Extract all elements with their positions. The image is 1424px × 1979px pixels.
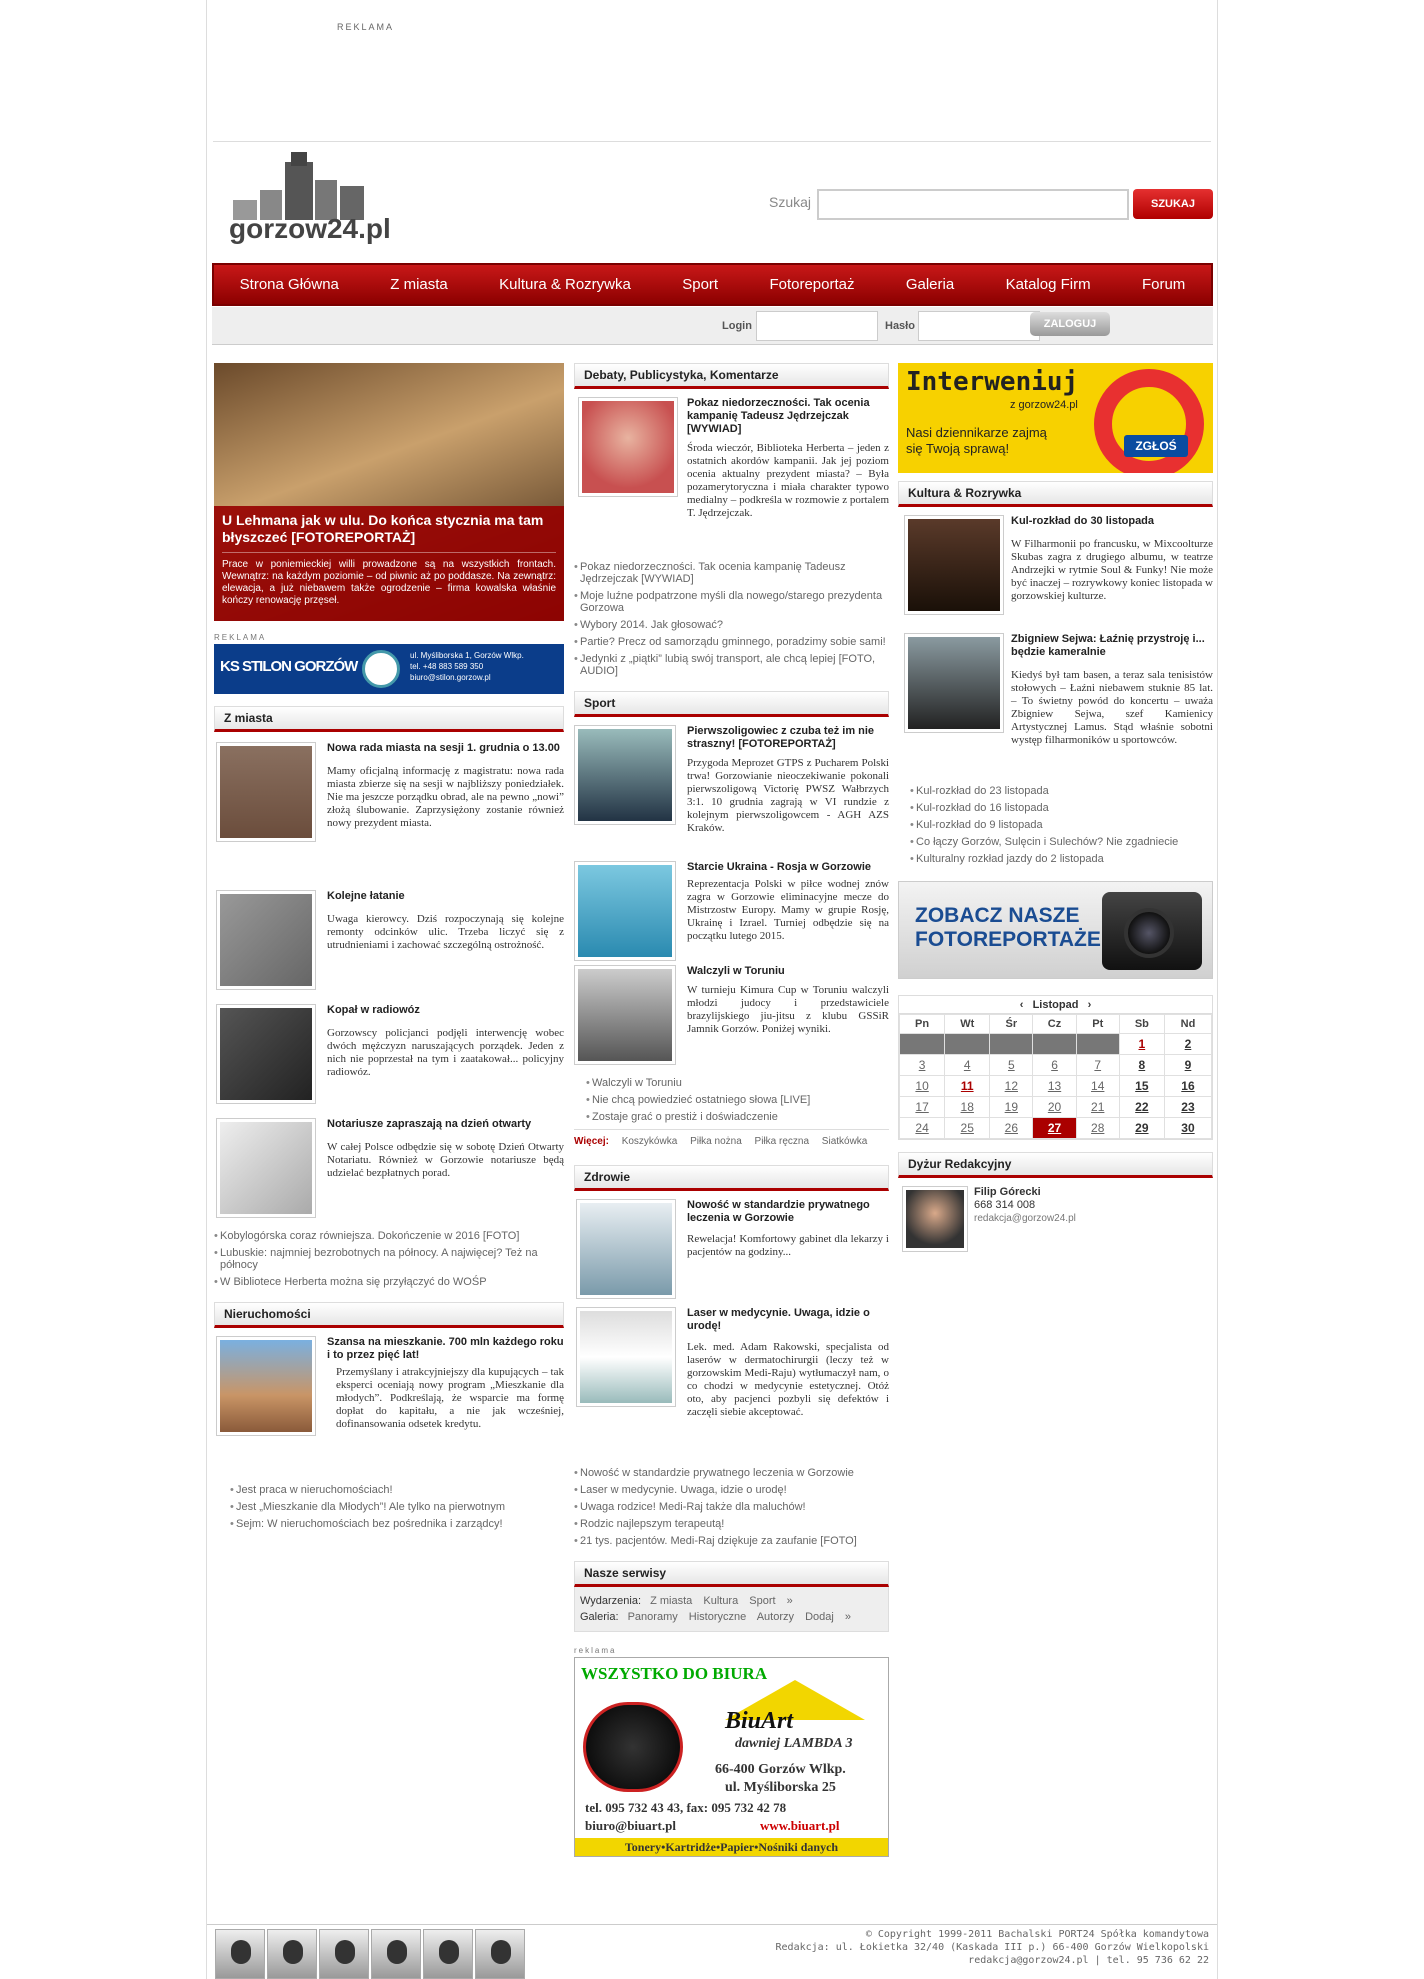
calendar-day[interactable]: 14	[1076, 1076, 1119, 1097]
avatar[interactable]	[371, 1929, 421, 1979]
hero-article[interactable]	[214, 363, 564, 621]
divider	[213, 141, 1211, 142]
stilon-logo-icon	[362, 650, 400, 688]
search-label: Szukaj	[769, 194, 812, 210]
calendar-day[interactable]: 16	[1164, 1076, 1211, 1097]
login-input[interactable]	[756, 311, 878, 341]
calendar-empty-cell	[1033, 1034, 1076, 1055]
left-column	[214, 363, 564, 1535]
interweniuj-banner[interactable]	[898, 363, 1213, 473]
supplies-icon	[583, 1702, 683, 1792]
article-item[interactable]	[574, 1307, 889, 1459]
calendar-day[interactable]: 10	[900, 1076, 945, 1097]
list-link[interactable]: • Jest „Mieszkanie dla Młodych”! Ale tylko na pierwotnym	[230, 1501, 564, 1513]
article-text: W Filharmonii po francusku, w Mixcoolturze Skubas zagra z drugiego albumu, w teatrze Andrzejki w rytmie Soul & Funky! Nie może być inaczej – rozrywkowy koniec listopada w gorzowskiej kulturze.	[1011, 538, 1213, 602]
biuart-ad[interactable]	[574, 1657, 889, 1857]
stilon-tel: tel. +48 883 589 350	[410, 662, 484, 671]
nav-forum[interactable]: Forum	[1141, 276, 1186, 293]
calendar-day[interactable]: 13	[1033, 1076, 1076, 1097]
services-link[interactable]: Dodaj	[805, 1611, 834, 1623]
login-button[interactable]: ZALOGUJ	[1030, 312, 1110, 336]
link-list	[574, 1077, 889, 1123]
article-item[interactable]	[214, 1118, 564, 1222]
ad-city: 66-400 Gorzów Wlkp.	[715, 1762, 846, 1777]
stilon-name: KS STILON GORZÓW	[220, 658, 358, 675]
list-link[interactable]: • Nowość w standardzie prywatnego leczenia w Gorzowie	[574, 1467, 889, 1479]
hero-text: Prace w poniemieckiej willi prowadzone są na wszystkich frontach. Wewnątrz: na każdym poziomie – od piwnic aż po poddasze. Na zewnątrz: elewacja, a już niebawem także ogrodzenie – firma kowalska właśnie kończy renowację przęseł.	[222, 552, 556, 607]
ad-tel: tel. 095 732 43 43, fax: 095 732 42 78	[585, 1800, 787, 1815]
article-item[interactable]	[574, 1199, 889, 1307]
calendar-day-header: Pt	[1076, 1015, 1119, 1034]
sport-more	[574, 1129, 889, 1147]
nav-kultura[interactable]: Kultura & Rozrywka	[499, 276, 631, 293]
footer-line1: © Copyright 1999-2011 Bachalski PORT24 Spółka komandytowa	[865, 1929, 1209, 1940]
link-list	[898, 785, 1213, 865]
stilon-banner[interactable]	[214, 644, 564, 694]
more-link[interactable]: Piłka nożna	[690, 1136, 742, 1147]
calendar-day[interactable]: 19	[990, 1097, 1033, 1118]
ad-label: REKLAMA	[214, 633, 267, 642]
stilon-address: ul. Myśliborska 1, Gorzów Wlkp.	[410, 651, 524, 660]
article-item[interactable]	[574, 965, 889, 1069]
section-title-dyzur: Dyżur Redakcyjny	[898, 1152, 1213, 1178]
ad-headline: WSZYSTKO DO BIURA	[581, 1664, 768, 1683]
footer-line2: Redakcja: ul. Łokietka 32/40 (Kaskada III p.) 66-400 Gorzów Wielkopolski	[775, 1942, 1209, 1953]
article-title[interactable]: Pierwszoligowiec z czuba też im nie straszny! [FOTOREPORTAŻ]	[687, 725, 875, 750]
nav-fotoreportaz[interactable]: Fotoreportaż	[769, 276, 855, 293]
article-text: Kiedyś był tam basen, a teraz sala tenisistów stołowych – Łaźni niebawem stuknie 85 lat. – To świetny powód do koncertu – uważa Zbigniew Sejwa, szef Kamienicy Artystycznej Lamus. Stąd właśnie sobotni występ filharmoników u sportowców.	[1011, 669, 1213, 746]
list-link[interactable]: • Kul-rozkład do 16 listopada	[910, 802, 1213, 814]
calendar-day-header: Pn	[900, 1015, 945, 1034]
calendar-next[interactable]: ›	[1087, 999, 1092, 1011]
calendar-empty-cell	[945, 1034, 990, 1055]
ad-footer: Tonery•Kartridże•Papier•Nośniki danych	[575, 1838, 888, 1856]
article-item[interactable]	[214, 890, 564, 996]
list-link[interactable]: • Pokaz niedorzeczności. Tak ocenia kampanię Tadeusz Jędrzejczak [WYWIAD]	[574, 561, 889, 585]
calendar-day[interactable]: 11	[945, 1076, 990, 1097]
article-title[interactable]: Laser w medycynie. Uwaga, idzie o urodę!	[687, 1307, 870, 1332]
editor-email[interactable]: redakcja@gorzow24.pl	[974, 1213, 1076, 1224]
nav-home[interactable]: Strona Główna	[239, 276, 339, 293]
search-button[interactable]: SZUKAJ	[1133, 189, 1213, 219]
avatar[interactable]	[319, 1929, 369, 1979]
calendar-day[interactable]: 21	[1076, 1097, 1119, 1118]
services-link[interactable]: Kultura	[703, 1595, 739, 1607]
main-nav	[212, 263, 1213, 306]
more-link[interactable]: Piłka ręczna	[754, 1136, 810, 1147]
avatar[interactable]	[423, 1929, 473, 1979]
footer-copyright	[776, 1928, 1209, 1967]
calendar-day[interactable]: 7	[1076, 1055, 1119, 1076]
nav-z-miasta[interactable]: Z miasta	[390, 276, 448, 293]
calendar-day[interactable]: 25	[945, 1118, 990, 1139]
article-item[interactable]	[898, 633, 1213, 783]
logo-text: gorzow24.pl	[229, 213, 391, 244]
services-link[interactable]: Autorzy	[756, 1611, 795, 1623]
list-link[interactable]: • Kulturalny rozkład jazdy do 2 listopada	[910, 853, 1213, 865]
ad-mail: biuro@biuart.pl	[585, 1818, 676, 1833]
article-title[interactable]: Nowa rada miasta na sesji 1. grudnia o 13.00	[327, 742, 560, 754]
calendar-empty-cell	[900, 1034, 945, 1055]
list-link[interactable]: • Lubuskie: najmniej bezrobotnych na północy. A najwięcej? Też na północy	[214, 1247, 564, 1271]
article-title[interactable]: Walczyli w Toruniu	[687, 965, 785, 977]
article-title[interactable]: Kopał w radiowóz	[327, 1004, 420, 1016]
calendar-day[interactable]: 8	[1119, 1055, 1164, 1076]
password-input[interactable]	[918, 311, 1040, 341]
section-title-kultura[interactable]: Kultura & Rozrywka	[898, 481, 1213, 507]
list-link[interactable]: • Jest praca w nieruchomościach!	[230, 1484, 564, 1496]
article-item[interactable]	[574, 397, 889, 553]
login-bar	[212, 307, 1213, 345]
services-label: Galeria:	[580, 1611, 619, 1623]
services-more-icon[interactable]: »	[786, 1595, 793, 1607]
list-link[interactable]: • 21 tys. pacjentów. Medi-Raj dziękuje za zaufanie [FOTO]	[574, 1535, 889, 1547]
services-link[interactable]: Z miasta	[650, 1595, 693, 1607]
stilon-mail: biuro@stilon.gorzow.pl	[410, 673, 491, 682]
article-item[interactable]	[214, 742, 564, 882]
calendar-day[interactable]: 1	[1119, 1034, 1164, 1055]
calendar-day[interactable]: 20	[1033, 1097, 1076, 1118]
list-link[interactable]: • Nie chcą powiedzieć ostatniego słowa [LIVE]	[586, 1094, 889, 1106]
top-ad-label: REKLAMA	[337, 22, 395, 32]
calendar-day[interactable]: 2	[1164, 1034, 1211, 1055]
calendar-day[interactable]: 18	[945, 1097, 990, 1118]
article-text: W turnieju Kimura Cup w Toruniu walczyli młodzi judocy i przedstawiciele brazylijskiego jiu-jitsu z klubu GSSiR Jamnik Gorzów. Poniżej wyniki.	[687, 984, 889, 1035]
page	[206, 0, 1218, 1979]
list-link[interactable]: • Rodzic najlepszym terapeutą!	[574, 1518, 889, 1530]
list-link[interactable]: • Kul-rozkład do 9 listopada	[910, 819, 1213, 831]
nav-sport[interactable]: Sport	[682, 276, 719, 293]
article-title[interactable]: Zbigniew Sejwa: Łaźnię przystroję i... będzie kameralnie	[1011, 633, 1205, 658]
calendar-day[interactable]: 3	[900, 1055, 945, 1076]
ad-www: www.biuart.pl	[760, 1818, 840, 1833]
calendar-day-header: Sb	[1119, 1015, 1164, 1034]
article-text: Rewelacja! Komfortowy gabinet dla lekarzy i pacjentów na godziny...	[687, 1233, 889, 1258]
list-link[interactable]: • Laser w medycynie. Uwaga, idzie o urodę!	[574, 1484, 889, 1496]
ad-brand: BiuArt	[725, 1708, 794, 1734]
editor-phone: 668 314 008	[974, 1199, 1036, 1211]
camera-icon	[1102, 892, 1202, 970]
middle-column	[574, 363, 889, 1857]
article-text: W całej Polsce odbędzie się w sobotę Dzień Otwarty Notariatu. Również w Gorzowie notariusze będą udzielać bezpłatnych porad.	[327, 1141, 564, 1179]
article-text: Środa wieczór, Biblioteka Herberta – jeden z ostatnich akordów kampanii. Jak jej poziom ocenia aktualny prezydent miasta? – Była pozamerytoryczna i miała charakter typowo medialny – podkreśla w rozmowie z portalem T. Jędrzejczak.	[687, 442, 889, 519]
article-title[interactable]: Pokaz niedorzeczności. Tak ocenia kampanię Tadeusz Jędrzejczak [WYWIAD]	[687, 397, 870, 435]
list-link[interactable]: • Partie? Precz od samorządu gminnego, poradzimy sobie sami!	[574, 636, 889, 648]
services-label: Wydarzenia:	[580, 1595, 642, 1607]
foto-line2: FOTOREPORTAŻE	[915, 928, 1101, 951]
article-item[interactable]	[214, 1004, 564, 1110]
link-list	[214, 1484, 564, 1530]
list-link[interactable]: • Kobylogórska coraz równiejsza. Dokończenie w 2016 [FOTO]	[214, 1230, 564, 1242]
calendar-day-header: Wt	[945, 1015, 990, 1034]
password-label: Hasło	[885, 320, 915, 332]
ad-sub: dawniej LAMBDA 3	[735, 1736, 853, 1751]
list-link[interactable]: • Jedynki z „piątki” lubią swój transport, ale chcą lepiej [FOTO, AUDIO]	[574, 653, 889, 677]
calendar-month: Listopad	[1032, 999, 1079, 1011]
calendar-day[interactable]: 4	[945, 1055, 990, 1076]
section-title-zdrowie[interactable]: Zdrowie	[574, 1165, 889, 1191]
interweniuj-text: Nasi dziennikarze zajmą się Twoją sprawą!	[906, 425, 1047, 456]
footer-line3: redakcja@gorzow24.pl | tel. 95 736 62 22	[968, 1955, 1209, 1966]
link-list	[574, 561, 889, 677]
ad-label: reklama	[574, 1646, 617, 1655]
list-link[interactable]: • Uwaga rodzice! Medi-Raj także dla maluchów!	[574, 1501, 889, 1513]
calendar-empty-cell	[1076, 1034, 1119, 1055]
article-title[interactable]: Notariusze zapraszają na dzień otwarty	[327, 1118, 532, 1130]
section-title-serwisy: Nasze serwisy	[574, 1561, 889, 1587]
hero-title[interactable]: U Lehmana jak w ulu. Do końca stycznia ma tam błyszczeć [FOTOREPORTAŻ]	[222, 512, 544, 545]
calendar-day[interactable]: 27	[1033, 1118, 1076, 1139]
list-link[interactable]: • Kul-rozkład do 23 listopada	[910, 785, 1213, 797]
calendar-day-header: Nd	[1164, 1015, 1211, 1034]
article-title[interactable]: Kolejne łatanie	[327, 890, 405, 902]
article-text: Uwaga kierowcy. Dziś rozpoczynają się kolejne remonty odcinków ulic. Trzeba liczyć się z utrudnieniami i zachować szczególną ostrożność.	[327, 913, 564, 951]
fotoreportaze-banner[interactable]	[898, 881, 1213, 979]
calendar-day[interactable]: 24	[900, 1118, 945, 1139]
services-box	[574, 1587, 889, 1632]
calendar-day-header: Cz	[1033, 1015, 1076, 1034]
ad-street: ul. Myśliborska 25	[725, 1780, 836, 1795]
site-logo[interactable]	[225, 150, 400, 260]
link-list	[214, 1230, 564, 1288]
duty-editor	[898, 1184, 1213, 1254]
article-text: Przygoda Meprozet GTPS z Pucharem Polski trwa! Gorzowianie nieoczekiwanie pokonali pierwszoligową Victorię PWSZ Wałbrzych 3:1. 10 grudnia zagrają w VI rundzie z kolejnym pierwszoligowcem - AGH AZS Kraków.	[687, 757, 889, 834]
services-link[interactable]: Historyczne	[688, 1611, 747, 1623]
article-title[interactable]: Kul-rozkład do 30 listopada	[1011, 515, 1155, 527]
avatar[interactable]	[475, 1929, 525, 1979]
interweniuj-sub: z gorzow24.pl	[1010, 399, 1078, 411]
list-link[interactable]: • Walczyli w Toruniu	[586, 1077, 889, 1089]
calendar-empty-cell	[990, 1034, 1033, 1055]
nav-katalog[interactable]: Katalog Firm	[1005, 276, 1091, 293]
article-text: Reprezentacja Polski w piłce wodnej znów zagra w Gorzowie eliminacyjne mecze do Mistrzostw Europy. Mamy w grupie Rosję, Ukrainę i Izrael. Turniej odbędzie się na początku lutego 2015.	[687, 878, 889, 942]
footer-divider	[207, 1924, 1217, 1925]
avatar[interactable]	[267, 1929, 317, 1979]
calendar-day[interactable]: 28	[1076, 1118, 1119, 1139]
foto-line1: ZOBACZ NASZE	[915, 904, 1080, 927]
section-title-nieruchomosci[interactable]: Nieruchomości	[214, 1302, 564, 1328]
link-list	[574, 1467, 889, 1547]
article-text: Lek. med. Adam Rakowski, specjalista od laserów w dermatochirurgii (leczy też w gorzowskim Medi-Raju) wytłumaczył nam, o co chodzi w medycynie estetycznej. Otóż oto, aby pacjenci pozbyli się defektów i zaczęli siebie akceptować.	[687, 1341, 889, 1418]
services-link[interactable]: Panoramy	[627, 1611, 678, 1623]
calendar-day[interactable]: 17	[900, 1097, 945, 1118]
avatar	[902, 1186, 968, 1252]
calendar-day[interactable]: 5	[990, 1055, 1033, 1076]
article-title[interactable]: Nowość w standardzie prywatnego leczenia w Gorzowie	[687, 1199, 870, 1224]
calendar-grid	[899, 1014, 1212, 1139]
article-item[interactable]	[574, 861, 889, 965]
more-link[interactable]: Siatkówka	[821, 1136, 868, 1147]
article-item[interactable]	[898, 515, 1213, 633]
calendar-day[interactable]: 22	[1119, 1097, 1164, 1118]
section-title-debaty[interactable]: Debaty, Publicystyka, Komentarze	[574, 363, 889, 389]
list-link[interactable]: • Zostaje grać o prestiż i doświadczenie	[586, 1111, 889, 1123]
more-link[interactable]: Koszykówka	[621, 1136, 678, 1147]
calendar-day[interactable]: 26	[990, 1118, 1033, 1139]
calendar-day[interactable]: 23	[1164, 1097, 1211, 1118]
calendar-day[interactable]: 15	[1119, 1076, 1164, 1097]
article-item[interactable]	[574, 725, 889, 861]
services-more-icon[interactable]: »	[844, 1611, 852, 1623]
login-label: Login	[722, 320, 752, 332]
right-column	[898, 363, 1213, 1254]
calendar-day[interactable]: 30	[1164, 1118, 1211, 1139]
calendar-prev[interactable]: ‹	[1019, 999, 1024, 1011]
search-input[interactable]	[817, 189, 1129, 220]
avatar[interactable]	[215, 1929, 265, 1979]
article-title[interactable]: Szansa na mieszkanie. 700 mln każdego roku i to przez pięć lat!	[327, 1336, 564, 1361]
calendar-day[interactable]: 9	[1164, 1055, 1211, 1076]
services-link[interactable]: Sport	[749, 1595, 776, 1607]
report-button[interactable]: ZGŁOŚ	[1124, 435, 1188, 457]
article-text: Przemyślany i atrakcyjniejszy dla kupujących – tak eksperci oceniają nowy program „Mieszkanie dla młodych”. Podkreślają, że wsparcie ma formę dopłat do kapitału, a nie jak wcześniej, dofinansowania odsetek kredytu.	[336, 1366, 564, 1430]
list-link[interactable]: • Moje luźne podpatrzone myśli dla nowego/starego prezydenta Gorzowa	[574, 590, 889, 614]
calendar-day[interactable]: 6	[1033, 1055, 1076, 1076]
calendar-day[interactable]: 29	[1119, 1118, 1164, 1139]
list-link[interactable]: • Co łączy Gorzów, Sulęcin i Sulechów? Nie zgadniecie	[910, 836, 1213, 848]
calendar	[898, 995, 1213, 1140]
article-text: Mamy oficjalną informację z magistratu: nowa rada miasta zbierze się na sesji w najbliższy poniedziałek. Nie ma jeszcze porządku obrad, ale na pewno „nowi” złożą ślubowanie. Zaprzysiężony zostanie również nowy prezydent miasta.	[327, 765, 564, 829]
list-link[interactable]: • Wybory 2014. Jak głosować?	[574, 619, 889, 631]
nav-galeria[interactable]: Galeria	[905, 276, 955, 293]
more-label: Więcej:	[574, 1136, 609, 1147]
calendar-day[interactable]: 12	[990, 1076, 1033, 1097]
team-photos	[215, 1929, 525, 1979]
interweniuj-title: Interweniuj	[906, 367, 1079, 397]
list-link[interactable]: • Sejm: W nieruchomościach bez pośrednika i zarządcy!	[230, 1518, 564, 1530]
article-item[interactable]	[214, 1336, 564, 1476]
editor-name: Filip Górecki	[974, 1186, 1041, 1198]
article-title[interactable]: Starcie Ukraina - Rosja w Gorzowie	[687, 861, 872, 873]
article-text: Gorzowscy policjanci podjęli interwencję wobec dwóch mężczyzn naruszających porządek. Jeden z nich nie poprzestał na tym i zaatakował... policyjny radiowóz.	[327, 1027, 564, 1078]
section-title-z-miasta[interactable]: Z miasta	[214, 706, 564, 732]
list-link[interactable]: • W Bibliotece Herberta można się przyłączyć do WOŚP	[214, 1276, 564, 1288]
lifebuoy-icon	[1094, 369, 1204, 473]
calendar-day-header: Śr	[990, 1015, 1033, 1034]
section-title-sport[interactable]: Sport	[574, 691, 889, 717]
